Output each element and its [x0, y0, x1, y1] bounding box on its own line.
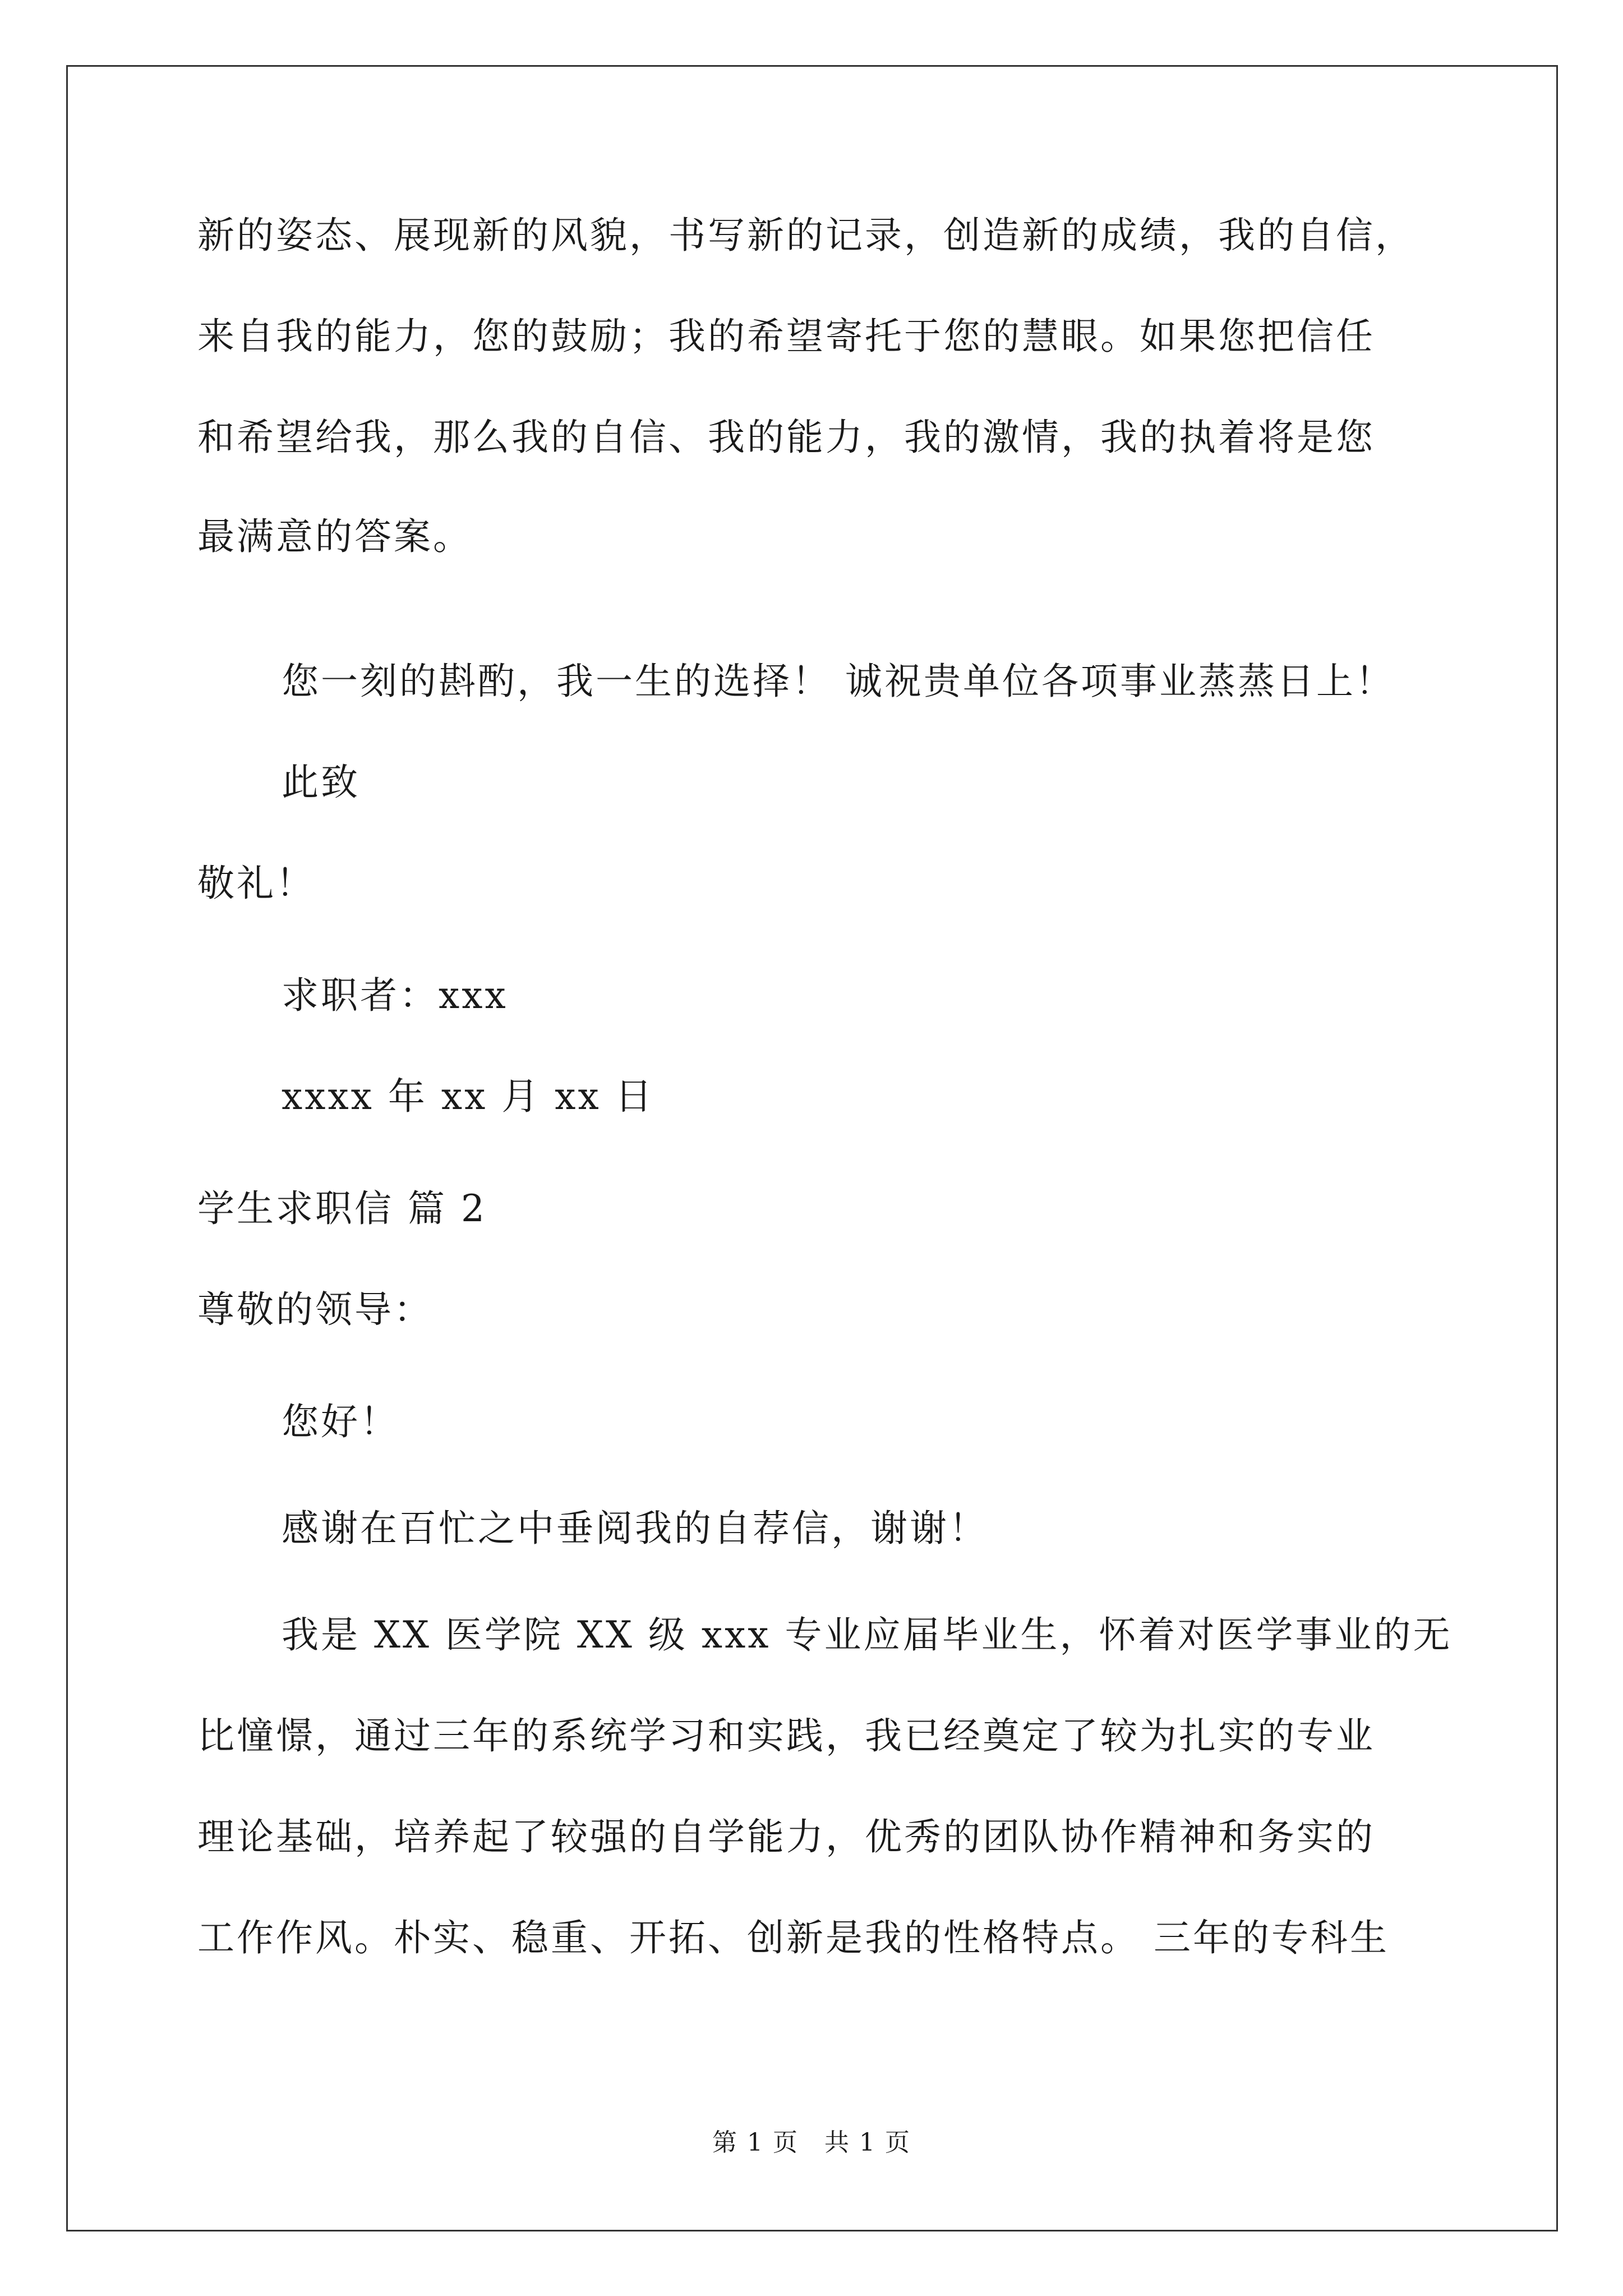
paragraph-line: 来自我的能力，您的鼓励；我的希望寄托于您的慧眼。如果您把信任 — [197, 315, 1375, 358]
paragraph-line: 工作作风。朴实、稳重、开拓、创新是我的性格特点。 三年的专科生 — [197, 1916, 1389, 1959]
signature-applicant: 求职者：xxx — [282, 974, 508, 1017]
paragraph-line: 我是 XX 医学院 XX 级 xxx 专业应届毕业生，怀着对医学事业的无 — [282, 1613, 1453, 1657]
paragraph-line: 理论基础，培养起了较强的自学能力，优秀的团队协作精神和务实的 — [197, 1815, 1375, 1858]
salutation-cizhi: 此致 — [282, 761, 360, 804]
greeting-hello: 您好！ — [282, 1400, 399, 1443]
closing-wish: 您一刻的斟酌，我一生的选择！ 诚祝贵单位各项事业蒸蒸日上！ — [282, 660, 1395, 703]
signature-date: xxxx 年 xx 月 xx 日 — [282, 1075, 654, 1118]
salutation-jingli: 敬礼！ — [197, 862, 315, 905]
paragraph-line: 感谢在百忙之中垂阅我的自荐信，谢谢！ — [282, 1507, 988, 1550]
paragraph-line: 比憧憬，通过三年的系统学习和实践，我已经奠定了较为扎实的专业 — [197, 1714, 1375, 1757]
greeting-recipient: 尊敬的领导： — [197, 1288, 433, 1331]
paragraph-line: 新的姿态、展现新的风貌，书写新的记录，创造新的成绩，我的自信， — [197, 214, 1414, 257]
paragraph-line: 最满意的答案。 — [197, 515, 472, 558]
page-border — [66, 65, 1558, 2231]
section-heading: 学生求职信 篇 2 — [197, 1187, 487, 1230]
page-footer: 第 1 页 共 1 页 — [712, 2128, 911, 2157]
paragraph-line: 和希望给我，那么我的自信、我的能力，我的激情，我的执着将是您 — [197, 416, 1375, 459]
